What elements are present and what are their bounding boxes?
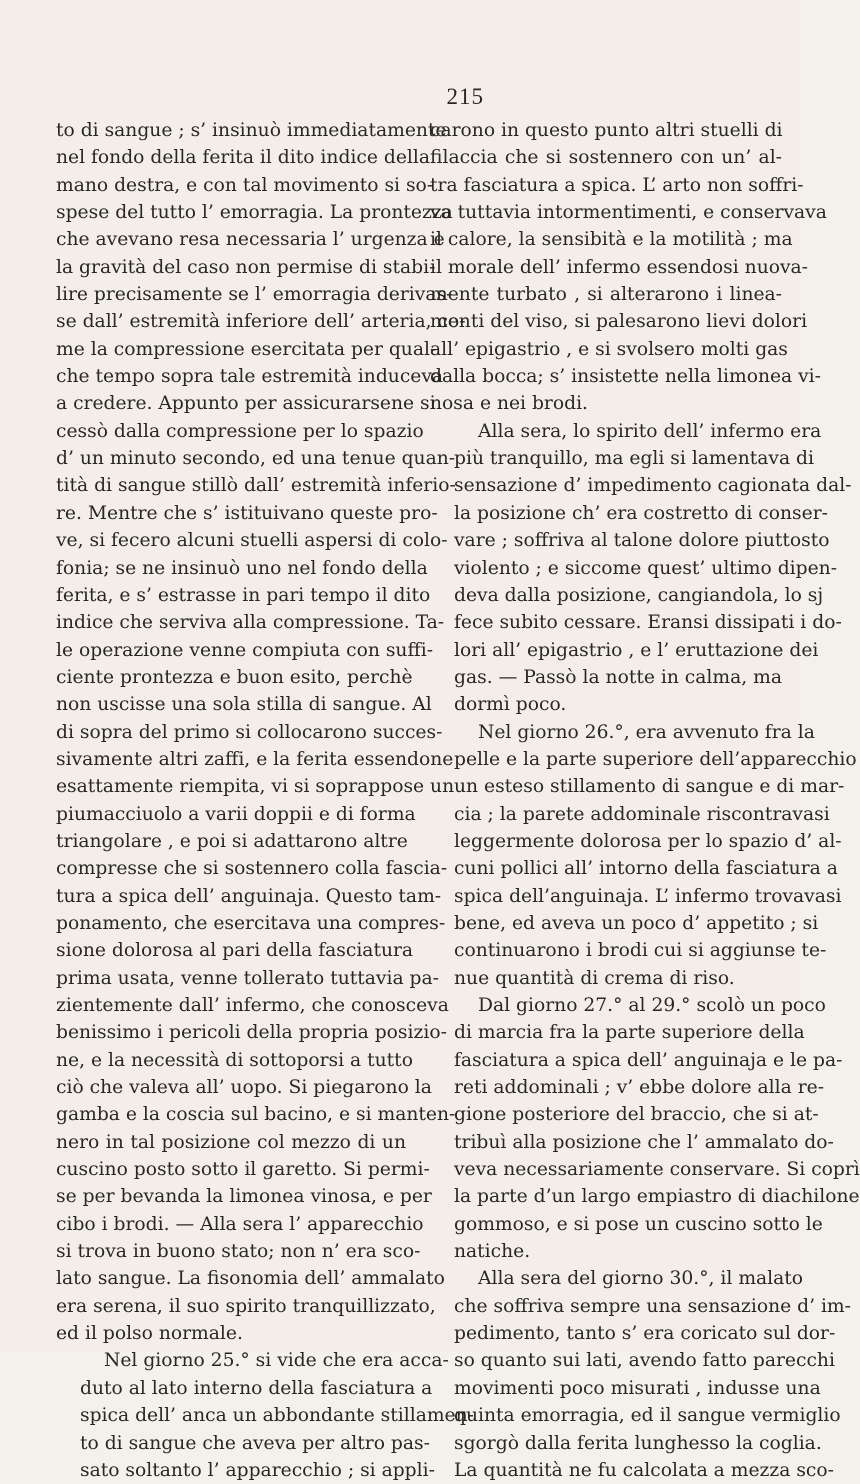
text-line: lato sangue. La fisonomia dell’ ammalato: [56, 1268, 445, 1290]
text-line: a credere. Appunto per assicurarsene si: [56, 393, 436, 415]
text-line: sensazione d’ impedimento cagionata dal-: [454, 475, 852, 497]
text-line: dalla bocca; s’ insistette nella limonea vi-: [430, 366, 821, 388]
text-line: non uscisse una sola stilla di sangue. Al: [56, 694, 432, 716]
text-line: sione dolorosa al pari della fasciatura: [56, 940, 414, 962]
text-line: ciò che valeva all’ uopo. Si piegarono la: [56, 1077, 432, 1099]
text-line: Nel giorno 26.°, era avvenuto fra la: [478, 721, 815, 743]
text-line: di sopra del primo si collocarono succes-: [56, 721, 443, 743]
paragraph: [430, 1265, 851, 1484]
text-line: Dal giorno 27.° al 29.° scolò un poco: [478, 995, 826, 1016]
text-line: la posizione ch’ era costretto di conser-: [454, 502, 828, 524]
text-line: cuscino posto sotto il garetto. Si permi-: [56, 1159, 430, 1181]
text-line: la parte d’un largo empiastro di diachilone: [454, 1186, 860, 1208]
text-line: cessò dalla compressione per lo spazio: [56, 420, 424, 442]
text-line: un esteso stillamento di sangue e di mar-: [454, 776, 845, 798]
text-line: movimenti poco misurati , indusse una: [454, 1377, 821, 1399]
text-line: che tempo sopra tale estremità induceva: [56, 366, 444, 388]
text-line: quinta emorragia, ed il sangue vermiglio: [454, 1405, 841, 1427]
text-line: Alla sera del giorno 30.°, il malato: [478, 1268, 804, 1290]
right-column: [430, 117, 860, 1484]
text-line: ed il polso normale.: [56, 1323, 243, 1345]
text-line: le operazione venne compiuta con suffi-: [56, 639, 434, 661]
text-line: mente turbato , si alterarono i linea-: [430, 284, 782, 306]
text-line: ferita, e s’ estrasse in pari tempo il dito: [56, 584, 431, 606]
text-line: nosa e nei brodi.: [430, 393, 588, 415]
text-line: nel fondo della ferita il dito indice della: [56, 147, 430, 169]
text-line: to di sangue che aveva per altro pas-: [80, 1432, 430, 1454]
text-line: se dall’ estremità inferiore dell’ arteria, co-: [56, 311, 466, 333]
text-line: pedimento, tanto s’ era coricato sul dor-: [454, 1323, 836, 1345]
paragraph: [430, 719, 857, 992]
text-line: so quanto sui lati, avendo fatto parecchi: [454, 1350, 835, 1372]
text-line: menti del viso, si palesarono lievi dolori: [430, 311, 808, 333]
text-line: cuni pollici all’ intorno della fasciatura a: [454, 858, 838, 880]
text-line: sato soltanto l’ apparecchio ; si appli-: [80, 1459, 435, 1481]
text-line: nero in tal posizione col mezzo di un: [56, 1131, 406, 1153]
text-line: ne, e la necessità di sottoporsi a tutto: [56, 1049, 413, 1071]
text-line: spica dell’anguinaja. L’ infermo trovavasi: [454, 885, 842, 907]
text-line: il calore, la sensibità e la motilità ; ma: [430, 229, 793, 251]
text-line: gommoso, e si pose un cuscino sotto le: [454, 1213, 823, 1235]
text-line: compresse che si sostennero colla fascia-: [56, 858, 448, 880]
text-line: dormì poco.: [454, 694, 567, 716]
text-line: esattamente riempita, vi si soprappose un: [56, 776, 455, 798]
text-line: Nel giorno 25.° si vide che era acca-: [104, 1350, 449, 1372]
text-line: natiche.: [454, 1241, 531, 1263]
text-line: continuarono i brodi cui si aggiunse te-: [454, 940, 827, 962]
text-line: ponamento, che esercitava una compres-: [56, 912, 446, 934]
text-line: se per bevanda la limonea vinosa, e per: [56, 1186, 432, 1208]
text-line: violento ; e siccome quest’ ultimo dipen-: [454, 557, 838, 579]
text-line: indice che serviva alla compressione. Ta-: [56, 612, 445, 634]
paragraph: [430, 117, 827, 418]
text-line: gione posteriore del braccio, che si at-: [454, 1104, 819, 1126]
text-line: fece subito cessare. Eransi dissipati i do-: [454, 612, 842, 634]
text-line: cibo i brodi. — Alla sera l’ apparecchio: [56, 1213, 424, 1235]
text-line: ve, si fecero alcuni stuelli aspersi di colo-: [56, 530, 448, 552]
text-line: era serena, il suo spirito tranquillizzato,: [56, 1295, 436, 1317]
left-column: [56, 117, 474, 1484]
text-line: piumacciuolo a varii doppii e di forma: [56, 803, 416, 825]
page-number: 215: [446, 84, 484, 109]
text-line: il morale dell’ infermo essendosi nuova-: [430, 256, 808, 278]
text-line: fonia; se ne insinuò uno nel fondo della: [56, 557, 428, 579]
text-line: tribuì alla posizione che l’ ammalato do-: [454, 1131, 834, 1153]
text-line: deva dalla posizione, cangiandola, lo sj: [454, 584, 824, 606]
text-line: gamba e la coscia sul bacino, e si manten-: [56, 1104, 456, 1126]
text-line: si trova in buono stato; non n’ era sco-: [56, 1241, 421, 1263]
text-line: che avevano resa necessaria l’ urgenza e: [56, 229, 445, 251]
text-line: la gravità del caso non permise di stabi-: [56, 256, 436, 278]
text-line: triangolare , e poi si adattarono altre: [56, 830, 408, 852]
text-line: duto al lato interno della fasciatura a: [80, 1377, 433, 1399]
text-line: Alla sera, lo spirito dell’ infermo era: [478, 420, 822, 442]
paragraph: [56, 1347, 474, 1484]
text-line: fasciatura a spica dell’ anguinaja e le pa-: [454, 1049, 843, 1071]
text-line: d’ un minuto secondo, ed una tenue quan-: [56, 448, 456, 470]
text-line: sivamente altri zaffi, e la ferita essendone: [56, 748, 454, 770]
text-line: leggermente dolorosa per lo spazio d’ al-: [454, 830, 842, 852]
text-line: pelle e la parte superiore dell’apparecchio: [454, 748, 857, 770]
text-line: carono in questo punto altri stuelli di: [430, 120, 783, 141]
text-line: tra fasciatura a spica. L’ arto non soffri-: [430, 174, 804, 196]
text-line: tità di sangue stillò dall’ estremità inferio-: [56, 475, 456, 497]
text-line: vare ; soffriva al talone dolore piuttosto: [454, 530, 830, 552]
text-line: che soffriva sempre una sensazione d’ im-: [454, 1295, 851, 1317]
text-line: ciente prontezza e buon esito, perchè: [56, 666, 413, 688]
text-line: spese del tutto l’ emorragia. La prontezza: [56, 202, 453, 224]
text-line: tura a spica dell’ anguinaja. Questo tam-: [56, 885, 442, 907]
text-line: sgorgò dalla ferita lunghesso la coglia.: [454, 1432, 822, 1454]
text-line: me la compressione esercitata per qual-: [56, 338, 437, 360]
text-line: spica dell’ anca un abbondante stillamen-: [80, 1405, 474, 1427]
text-line: re. Mentre che s’ istituivano queste pro-: [56, 502, 438, 524]
text-line: lori all’ epigastrio , e l’ eruttazione dei: [454, 639, 819, 661]
text-line: va tuttavia intormentimenti, e conservava: [430, 202, 827, 224]
text-line: gas. — Passò la notte in calma, ma: [454, 666, 782, 688]
text-line: nue quantità di crema di riso.: [454, 967, 735, 989]
text-line: reti addominali ; v’ ebbe dolore alla re-: [454, 1077, 825, 1099]
text-line: bene, ed aveva un poco d’ appetito ; si: [454, 912, 819, 934]
text-line: filaccia che si sostennero con un’ al-: [430, 147, 782, 169]
text-line: più tranquillo, ma egli si lamentava di: [454, 448, 814, 470]
paragraph: [56, 117, 466, 1347]
text-line: zientemente dall’ infermo, che conosceva: [56, 995, 449, 1016]
text-line: benissimo i pericoli della propria posizio-: [56, 1022, 447, 1044]
text-line: all’ epigastrio , e si svolsero molti gas: [430, 338, 788, 360]
paragraph: [430, 992, 860, 1265]
text-line: veva necessariamente conservare. Si coprì: [454, 1159, 860, 1181]
text-line: prima usata, venne tollerato tuttavia pa-: [56, 967, 439, 989]
text-line: cia ; la parete addominale riscontravasi: [454, 803, 830, 825]
text-line: lire precisamente se l’ emorragia derivas-: [56, 284, 453, 306]
text-line: to di sangue ; s’ insinuò immediatamente: [56, 120, 447, 141]
text-line: La quantità ne fu calcolata a mezza sco-: [454, 1459, 834, 1481]
text-line: di marcia fra la parte superiore della: [454, 1022, 805, 1044]
paragraph: [430, 418, 852, 719]
text-line: mano destra, e con tal movimento si so-: [56, 174, 434, 196]
